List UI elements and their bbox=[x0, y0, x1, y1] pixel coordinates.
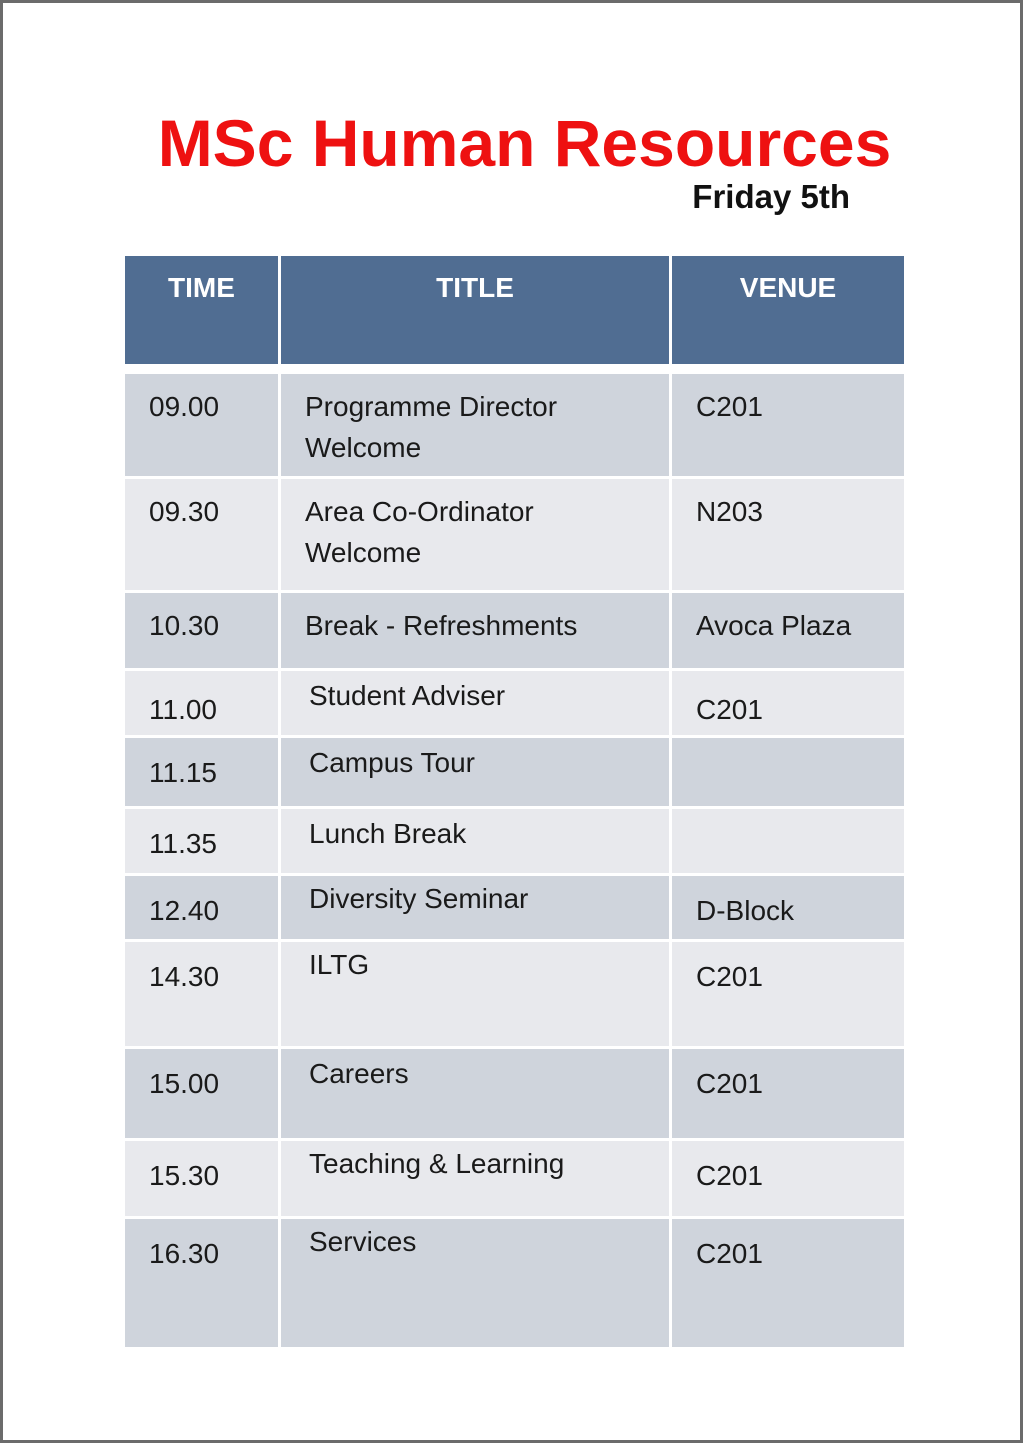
table-header-row bbox=[125, 256, 904, 364]
table-row bbox=[125, 671, 904, 735]
cell-venue: C201 bbox=[672, 942, 904, 1046]
cell-title: Teaching & Learning bbox=[281, 1141, 669, 1216]
header-spacer bbox=[125, 367, 904, 371]
page-title: MSc Human Resources bbox=[157, 106, 892, 180]
cell-venue bbox=[672, 809, 904, 873]
column-header-time: TIME bbox=[125, 256, 278, 364]
cell-time: 11.15 bbox=[125, 738, 278, 806]
cell-time: 09.00 bbox=[125, 374, 278, 476]
table-row bbox=[125, 374, 904, 476]
table-row bbox=[125, 1049, 904, 1138]
page-subtitle-date: Friday 5th bbox=[692, 178, 850, 215]
cell-time: 09.30 bbox=[125, 479, 278, 590]
cell-venue: C201 bbox=[672, 1141, 904, 1216]
cell-time: 14.30 bbox=[125, 942, 278, 1046]
column-header-title: TITLE bbox=[281, 256, 669, 364]
cell-venue: N203 bbox=[672, 479, 904, 590]
cell-title: Area Co-Ordinator Welcome bbox=[281, 479, 669, 590]
cell-venue: C201 bbox=[672, 671, 904, 735]
table-row bbox=[125, 876, 904, 939]
cell-venue: Avoca Plaza bbox=[672, 593, 904, 668]
cell-venue: D-Block bbox=[672, 876, 904, 939]
cell-venue: C201 bbox=[672, 374, 904, 476]
cell-time: 16.30 bbox=[125, 1219, 278, 1347]
table-row bbox=[125, 1141, 904, 1216]
table-row bbox=[125, 593, 904, 668]
schedule-table bbox=[122, 253, 907, 1350]
column-header-venue: VENUE bbox=[672, 256, 904, 364]
table-row bbox=[125, 942, 904, 1046]
cell-time: 11.35 bbox=[125, 809, 278, 873]
cell-title: Campus Tour bbox=[281, 738, 669, 806]
cell-title: Services bbox=[281, 1219, 669, 1347]
cell-venue bbox=[672, 738, 904, 806]
table-row bbox=[125, 1219, 904, 1347]
table-row bbox=[125, 809, 904, 873]
cell-time: 10.30 bbox=[125, 593, 278, 668]
cell-title: ILTG bbox=[281, 942, 669, 1046]
table-row bbox=[125, 738, 904, 806]
table-row bbox=[125, 479, 904, 590]
cell-title: Lunch Break bbox=[281, 809, 669, 873]
cell-title: Break - Refreshments bbox=[281, 593, 669, 668]
cell-time: 11.00 bbox=[125, 671, 278, 735]
cell-title: Careers bbox=[281, 1049, 669, 1138]
cell-title: Programme Director Welcome bbox=[281, 374, 669, 476]
cell-title: Diversity Seminar bbox=[281, 876, 669, 939]
cell-title: Student Adviser bbox=[281, 671, 669, 735]
cell-venue: C201 bbox=[672, 1219, 904, 1347]
cell-time: 15.30 bbox=[125, 1141, 278, 1216]
cell-time: 12.40 bbox=[125, 876, 278, 939]
cell-venue: C201 bbox=[672, 1049, 904, 1138]
cell-time: 15.00 bbox=[125, 1049, 278, 1138]
